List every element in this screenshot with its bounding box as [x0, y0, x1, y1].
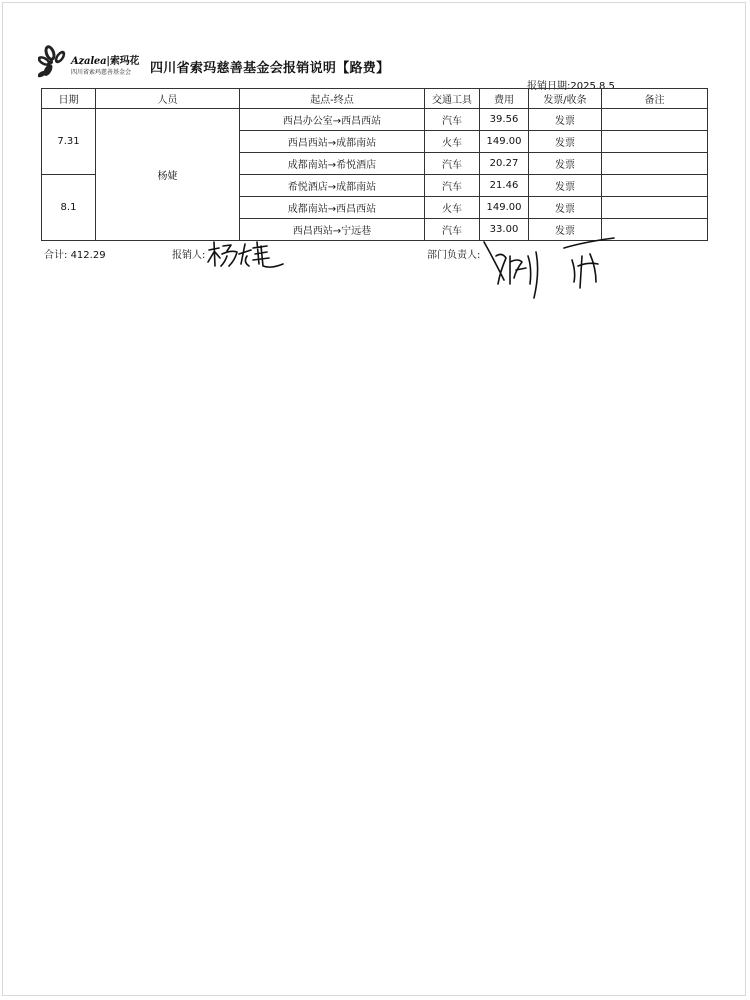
note-cell — [602, 109, 708, 131]
vehicle-cell: 汽车 — [425, 153, 480, 175]
vehicle-cell: 汽车 — [425, 175, 480, 197]
logo-subtitle: 四川省索玛慈善基金会 — [71, 69, 132, 76]
note-cell — [602, 175, 708, 197]
report-date-value: 2025.8.5 — [570, 81, 615, 92]
reporter-signature — [205, 236, 289, 276]
cost-cell: 149.00 — [480, 131, 529, 153]
total-amount — [44, 246, 106, 261]
person-cell: 杨婕 — [96, 109, 240, 241]
note-cell — [602, 197, 708, 219]
column-header-route: 起点-终点 — [240, 89, 425, 109]
route-cell: 希悦酒店→成都南站 — [240, 175, 425, 197]
total-label: 合计: — [44, 250, 68, 261]
date-cell: 8.1 — [42, 175, 96, 241]
cost-cell: 39.56 — [480, 109, 529, 131]
receipt-cell: 发票 — [529, 197, 602, 219]
column-header-note: 备注 — [602, 89, 708, 109]
route-cell: 西昌西站→宁远巷 — [240, 219, 425, 241]
dept-head-signature — [480, 232, 620, 302]
total-value: 412.29 — [70, 250, 106, 261]
table-row — [42, 109, 708, 131]
date-cell: 7.31 — [42, 109, 96, 175]
cost-cell: 149.00 — [480, 197, 529, 219]
foundation-logo — [38, 43, 150, 83]
table-header-row — [42, 89, 708, 109]
azalea-flower-icon — [38, 43, 72, 83]
column-header-person: 人员 — [96, 89, 240, 109]
cost-cell: 20.27 — [480, 153, 529, 175]
cost-cell: 21.46 — [480, 175, 529, 197]
route-cell: 西昌西站→成都南站 — [240, 131, 425, 153]
note-cell — [602, 131, 708, 153]
column-header-vehicle: 交通工具 — [425, 89, 480, 109]
vehicle-cell: 火车 — [425, 197, 480, 219]
receipt-cell: 发票 — [529, 219, 602, 241]
column-header-date: 日期 — [42, 89, 96, 109]
column-header-receipt: 发票/收条 — [529, 89, 602, 109]
expense-table — [41, 88, 708, 241]
receipt-cell: 发票 — [529, 175, 602, 197]
logo-brand-cn: 索玛花 — [109, 56, 140, 67]
column-header-cost: 费用 — [480, 89, 529, 109]
note-cell — [602, 153, 708, 175]
document-title: 四川省索玛慈善基金会报销说明【路费】 — [150, 61, 390, 76]
route-cell: 西昌办公室→西昌西站 — [240, 109, 425, 131]
dept-head-label: 部门负责人: — [427, 250, 481, 261]
receipt-cell: 发票 — [529, 109, 602, 131]
vehicle-cell: 汽车 — [425, 109, 480, 131]
cost-cell: 33.00 — [480, 219, 529, 241]
receipt-cell: 发票 — [529, 153, 602, 175]
vehicle-cell: 火车 — [425, 131, 480, 153]
receipt-cell: 发票 — [529, 131, 602, 153]
route-cell: 成都南站→希悦酒店 — [240, 153, 425, 175]
logo-brand-en: Azalea — [71, 56, 107, 67]
vehicle-cell: 汽车 — [425, 219, 480, 241]
reporter-label: 报销人: — [172, 250, 206, 261]
report-date-label: 报销日期: — [527, 81, 571, 92]
route-cell: 成都南站→西昌西站 — [240, 197, 425, 219]
logo-brand-text: Azalea|索玛花 — [71, 56, 140, 67]
